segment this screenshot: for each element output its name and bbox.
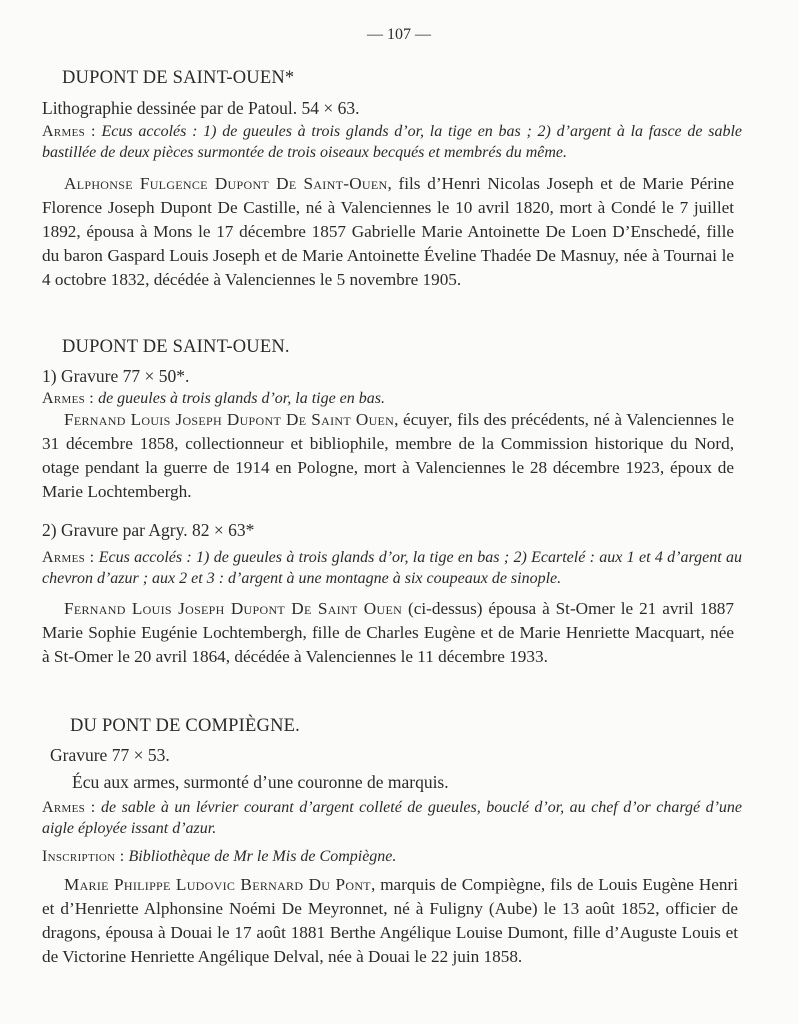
section-1-arms-text: Ecus accolés : 1) de gueules à trois glands d’or, la tige en bas ; 2) d’argent à la fasce de sable bastillée de deux pièces surmontée de trois oiseaux becqués et membrés du même. bbox=[42, 123, 742, 161]
section-1-arms bbox=[42, 121, 742, 163]
section-3-arms-text: de sable à un lévrier courant d’argent colleté de gueules, bouclé d’or, au chef d’or chargé d’une aigle éployée issant d’azur. bbox=[42, 799, 743, 837]
section-3-inscription-text: Bibliothèque de Mr le Mis de Compiègne. bbox=[128, 848, 397, 865]
section-1-bio-name: Alphonse Fulgence Dupont De Saint-Ouen bbox=[64, 174, 388, 193]
section-1-bio-text: , fils d’Henri Nicolas Joseph et de Marie Périne Florence Joseph Dupont De Castille, né à Valenciennes le 10 avril 1820, mort à Condé le 7 juillet 1892, épousa à Mons le 17 décembre 1857 Gabrielle Marie Antoinette De Loen D’Enschedé, fille du baron Gaspard Louis Joseph et de Marie Antoinette Éveline Thadée De Masnuy, née à Tournai le 4 octobre 1832, décédée à Valenciennes le 5 novembre 1905. bbox=[42, 174, 734, 289]
page-number: — 107 — bbox=[367, 26, 431, 43]
section-3-bio-name: Marie Philippe Ludovic Bernard Du Pont bbox=[64, 875, 371, 894]
section-3-inscription-label: Inscription : bbox=[42, 848, 125, 865]
section-3-title-block bbox=[70, 716, 762, 737]
section-2-item-1-arms bbox=[42, 388, 734, 409]
section-1-technique: Lithographie dessinée par de Patoul. 54 × 63. bbox=[42, 98, 360, 118]
section-1-title-block bbox=[62, 68, 754, 89]
section-2-item-1-bio-text: , écuyer, fils des précédents, né à Valenciennes le 31 décembre 1858, collectionneur et bibliophile, membre de la Commission historique du Nord, otage pendant la guerre de 1914 en Pologne, mort à Valenciennes le 28 décembre 1923, époux de Marie Lochtembergh. bbox=[42, 410, 734, 501]
section-2-item-1-bio-name: Fernand Louis Joseph Dupont De Saint Ouen bbox=[64, 410, 395, 429]
section-3-biography bbox=[42, 873, 738, 969]
section-2-item-1-arms-label: Armes : bbox=[42, 390, 95, 407]
section-2-item-1-biography bbox=[42, 408, 734, 504]
section-3-title: DU PONT DE COMPIÈGNE. bbox=[70, 716, 300, 736]
section-2-item-2-technique: 2) Gravure par Agry. 82 × 63* bbox=[42, 520, 255, 540]
section-2-item-2-arms bbox=[42, 547, 742, 589]
section-3-arms bbox=[42, 797, 742, 839]
section-3-bio-text: , marquis de Compiègne, fils de Louis Eugène Henri et d’Henriette Alphonsine Noémi De Meyronnet, né à Fuligny (Aube) le 13 août 1852, officier de dragons, épousa à Douai le 17 août 1881 Berthe Angélique Louise Dumont, fille d’Auguste Louis et de Victorine Henriette Angélique Delval, née à Douai le 22 juin 1858. bbox=[42, 875, 738, 966]
section-2-item-2-bio-name: Fernand Louis Joseph Dupont De Saint Ouen bbox=[64, 599, 403, 618]
section-2-item-2-biography bbox=[42, 597, 734, 669]
section-2-item-2-arms-text: Ecus accolés : 1) de gueules à trois glands d’or, la tige en bas ; 2) Ecartelé : aux 1 et 4 d’argent au chevron d’azur ; aux 2 et 3 : d’argent à une montagne à six coupeaux de sinople. bbox=[42, 549, 743, 587]
section-1-biography bbox=[42, 172, 734, 292]
section-3-description: Écu aux armes, surmonté d’une couronne de marquis. bbox=[72, 772, 449, 792]
section-2-title-block bbox=[62, 337, 754, 358]
section-3-technique: Gravure 77 × 53. bbox=[50, 745, 170, 765]
section-1-title: DUPONT DE SAINT-OUEN* bbox=[62, 68, 295, 88]
section-2-item-2-arms-label: Armes : bbox=[42, 549, 95, 566]
section-2-item-1-arms-text: de gueules à trois glands d’or, la tige en bas. bbox=[98, 390, 386, 407]
section-2-item-2-bio-text: (ci-dessus) épousa à St-Omer le 21 avril 1887 Marie Sophie Eugénie Lochtembergh, fille de Charles Eugène et de Marie Henriette Macquart, née à St-Omer le 20 avril 1864, décédée à Valenciennes le 11 décembre 1933. bbox=[42, 599, 734, 666]
section-2-item-1-technique: 1) Gravure 77 × 50*. bbox=[42, 366, 190, 386]
section-3-inscription bbox=[42, 846, 734, 867]
section-3-arms-label: Armes : bbox=[42, 799, 96, 816]
section-2-title: DUPONT DE SAINT-OUEN. bbox=[62, 337, 290, 357]
section-1-arms-label: Armes : bbox=[42, 123, 96, 140]
